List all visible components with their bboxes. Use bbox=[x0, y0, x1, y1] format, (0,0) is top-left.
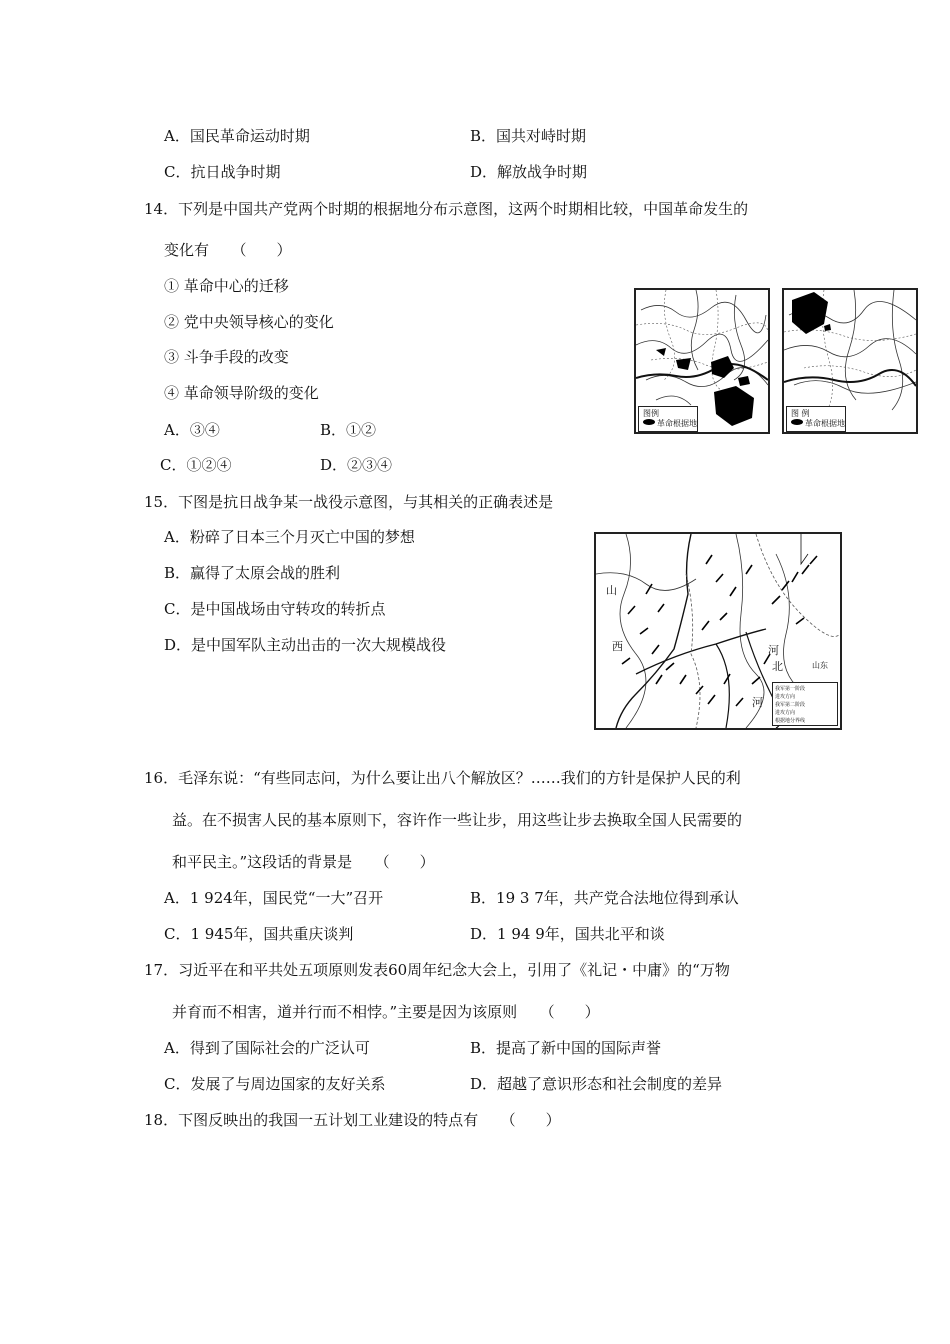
q14-option-d: D．②③④ bbox=[320, 456, 393, 474]
q15-option-a: A．粉碎了日本三个月灭亡中国的梦想 bbox=[164, 528, 415, 546]
q13-option-c: C．抗日战争时期 bbox=[164, 163, 281, 181]
q14-item-3: ③ 斗争手段的改变 bbox=[164, 348, 289, 366]
q14-item-1: ① 革命中心的迁移 bbox=[164, 277, 289, 295]
q17-option-b: B．提高了新中国的国际声誉 bbox=[470, 1039, 662, 1057]
q14-map-left bbox=[634, 288, 770, 434]
q17-stem-line2: 并育而不相害，道并行而不相悖。”主要是因为该原则 （ ） bbox=[172, 1003, 600, 1021]
q14-map-right-legend-title: 图 例 bbox=[791, 409, 810, 418]
q17-option-d: D．超越了意识形态和社会制度的差异 bbox=[470, 1075, 723, 1093]
q15-map-label-shandong: 山东 bbox=[812, 661, 828, 670]
q16-option-d: D．1 94 9年，国共北平和谈 bbox=[470, 925, 665, 943]
q14-map-left-legend-swatch bbox=[643, 419, 655, 425]
q16-stem-line3: 和平民主。”这段话的背景是 （ ） bbox=[172, 853, 435, 871]
q15-option-b: B．赢得了太原会战的胜利 bbox=[164, 564, 341, 582]
q13-option-d: D．解放战争时期 bbox=[470, 163, 588, 181]
q16-option-b: B．19 3 7年，共产党合法地位得到承认 bbox=[470, 889, 739, 907]
q16-option-a: A．1 924年，国民党“一大”召开 bbox=[164, 889, 384, 907]
q14-map-left-legend bbox=[638, 406, 698, 432]
q18-stem: 18．下图反映出的我国一五计划工业建设的特点有 （ ） bbox=[144, 1111, 561, 1129]
q14-map-right-legend-swatch bbox=[791, 419, 803, 425]
q15-map-label-xi: 西 bbox=[612, 640, 623, 653]
q15-stem: 15．下图是抗日战争某一战役示意图，与其相关的正确表述是 bbox=[144, 493, 554, 511]
q14-stem-line1: 14．下列是中国共产党两个时期的根据地分布示意图，这两个时期相比较，中国革命发生的 bbox=[144, 200, 749, 218]
q16-stem-line1: 16．毛泽东说：“有些同志问，为什么要让出八个解放区？……我们的方针是保护人民的利 bbox=[144, 769, 741, 787]
q17-option-a: A．得到了国际社会的广泛认可 bbox=[164, 1039, 370, 1057]
q14-option-b: B．①② bbox=[320, 421, 377, 439]
q14-option-a: A．③④ bbox=[164, 421, 220, 439]
q15-map-legend-item: 我军第二阶段 bbox=[775, 702, 806, 708]
q14-item-4: ④ 革命领导阶级的变化 bbox=[164, 384, 319, 402]
q15-option-d: D．是中国军队主动出击的一次大规模战役 bbox=[164, 636, 447, 654]
q13-option-b: B．国共对峙时期 bbox=[470, 127, 587, 145]
q15-map-label-shan: 山 bbox=[606, 584, 617, 597]
q14-map-right-legend bbox=[786, 406, 846, 432]
q15-map-legend-item: 根据地分界线 bbox=[775, 718, 806, 724]
q15-map-legend-item: 我军第一阶段 bbox=[775, 686, 806, 692]
q17-stem-line1: 17．习近平在和平共处五项原则发表60周年纪念大会上，引用了《礼记・中庸》的“万物 bbox=[144, 961, 730, 979]
q14-map-left-legend-label: 革命根据地 bbox=[657, 419, 697, 428]
q15-battle-map bbox=[594, 532, 842, 730]
q16-option-c: C．1 945年，国共重庆谈判 bbox=[164, 925, 354, 943]
q16-stem-line2: 益。在不损害人民的基本原则下，容许作一些让步，用这些让步去换取全国人民需要的 bbox=[172, 811, 743, 829]
q17-option-c: C．发展了与周边国家的友好关系 bbox=[164, 1075, 386, 1093]
q14-option-c: C．①②④ bbox=[160, 456, 232, 474]
q15-map-label-henan-he: 河 bbox=[752, 696, 763, 709]
q13-option-a: A．国民革命运动时期 bbox=[164, 127, 310, 145]
q14-map-right-legend-label: 革命根据地 bbox=[805, 419, 845, 428]
q15-map-label-he: 河 bbox=[768, 644, 779, 657]
q15-map-legend-item: 进攻方向 bbox=[775, 710, 796, 716]
q15-map-label-bei: 北 bbox=[772, 660, 783, 673]
q14-map-right bbox=[782, 288, 918, 434]
q15-map-legend-item: 进攻方向 bbox=[775, 694, 796, 700]
q15-map-legend bbox=[772, 682, 838, 726]
q14-map-left-legend-title: 图例 bbox=[643, 409, 659, 418]
q14-item-2: ② 党中央领导核心的变化 bbox=[164, 313, 334, 331]
q14-stem-line2: 变化有 （ ） bbox=[164, 241, 292, 259]
q15-option-c: C．是中国战场由守转攻的转折点 bbox=[164, 600, 386, 618]
